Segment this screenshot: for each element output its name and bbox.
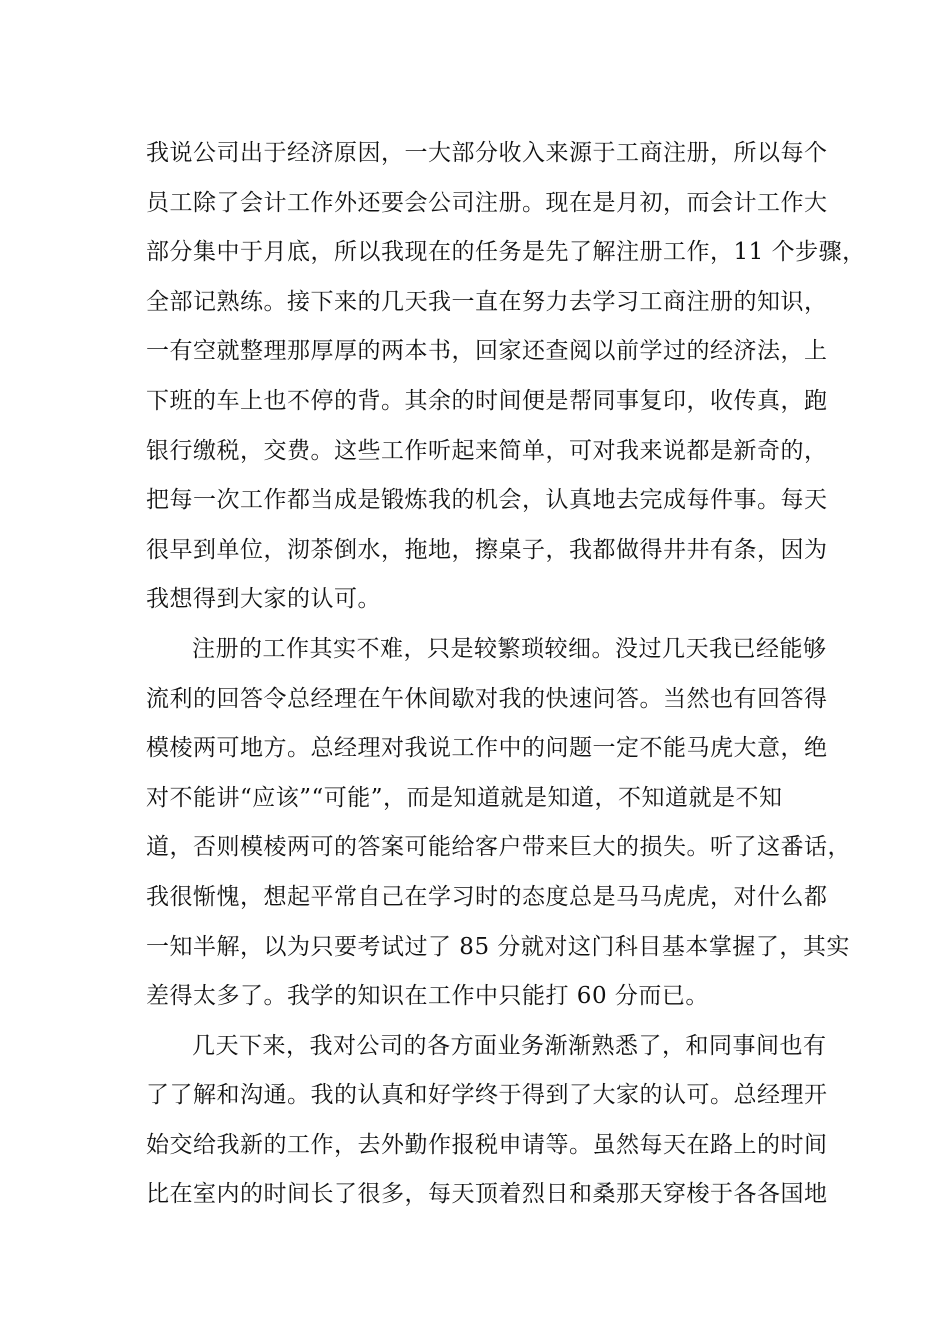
text-line: 比在室内的时间长了很多，每天顶着烈日和桑那天穿梭于各各国地 <box>146 1181 828 1208</box>
text-line: 始交给我新的工作，去外勤作报税申请等。虽然每天在路上的时间 <box>146 1131 828 1158</box>
paragraph-1 <box>146 129 866 625</box>
text-line: 我说公司出于经济原因，一大部分收入来源于工商注册，所以每个 <box>146 140 828 166</box>
text-line: 部分集中于月底，所以我现在的任务是先了解注册工作，11 个步骤， <box>146 239 866 266</box>
text-line: 模棱两可地方。总经理对我说工作中的问题一定不能马虎大意，绝 <box>146 735 828 762</box>
document-body <box>146 129 866 1220</box>
text-line: 了了解和沟通。我的认真和好学终于得到了大家的认可。总经理开 <box>146 1082 828 1109</box>
text-line: 员工除了会计工作外还要会公司注册。现在是月初，而会计工作大 <box>146 189 828 216</box>
paragraph-2 <box>146 625 851 1022</box>
text-line: 银行缴税，交费。这些工作听起来简单，可对我来说都是新奇的， <box>146 437 828 464</box>
text-line: 对不能讲“应该”“可能”，而是知道就是知道，不知道就是不知 <box>146 784 783 811</box>
text-line: 很早到单位，沏茶倒水，拖地，擦桌子，我都做得井井有条，因为 <box>146 536 828 563</box>
text-line: 全部记熟练。接下来的几天我一直在努力去学习工商注册的知识， <box>146 288 828 315</box>
text-line: 流利的回答令总经理在午休间歇对我的快速问答。当然也有回答得 <box>146 685 828 712</box>
text-line: 道，否则模棱两可的答案可能给客户带来巨大的损失。听了这番话， <box>146 834 851 861</box>
text-line: 一知半解，以为只要考试过了 85 分就对这门科目基本掌握了，其实 <box>146 933 850 960</box>
text-line: 几天下来，我对公司的各方面业务渐渐熟悉了，和同事间也有 <box>192 1032 827 1059</box>
text-line: 我想得到大家的认可。 <box>146 586 381 613</box>
text-line: 注册的工作其实不难，只是较繁琐较细。没过几天我已经能够 <box>192 635 827 662</box>
text-line: 一有空就整理那厚厚的两本书，回家还查阅以前学过的经济法，上 <box>146 338 828 365</box>
text-line: 把每一次工作都当成是锻炼我的机会，认真地去完成每件事。每天 <box>146 487 828 514</box>
text-line: 差得太多了。我学的知识在工作中只能打 60 分而已。 <box>146 983 709 1010</box>
paragraph-3 <box>146 1022 826 1220</box>
text-line: 下班的车上也不停的背。其余的时间便是帮同事复印，收传真，跑 <box>146 387 828 414</box>
text-line: 我很惭愧，想起平常自己在学习时的态度总是马马虎虎，对什么都 <box>146 883 828 910</box>
